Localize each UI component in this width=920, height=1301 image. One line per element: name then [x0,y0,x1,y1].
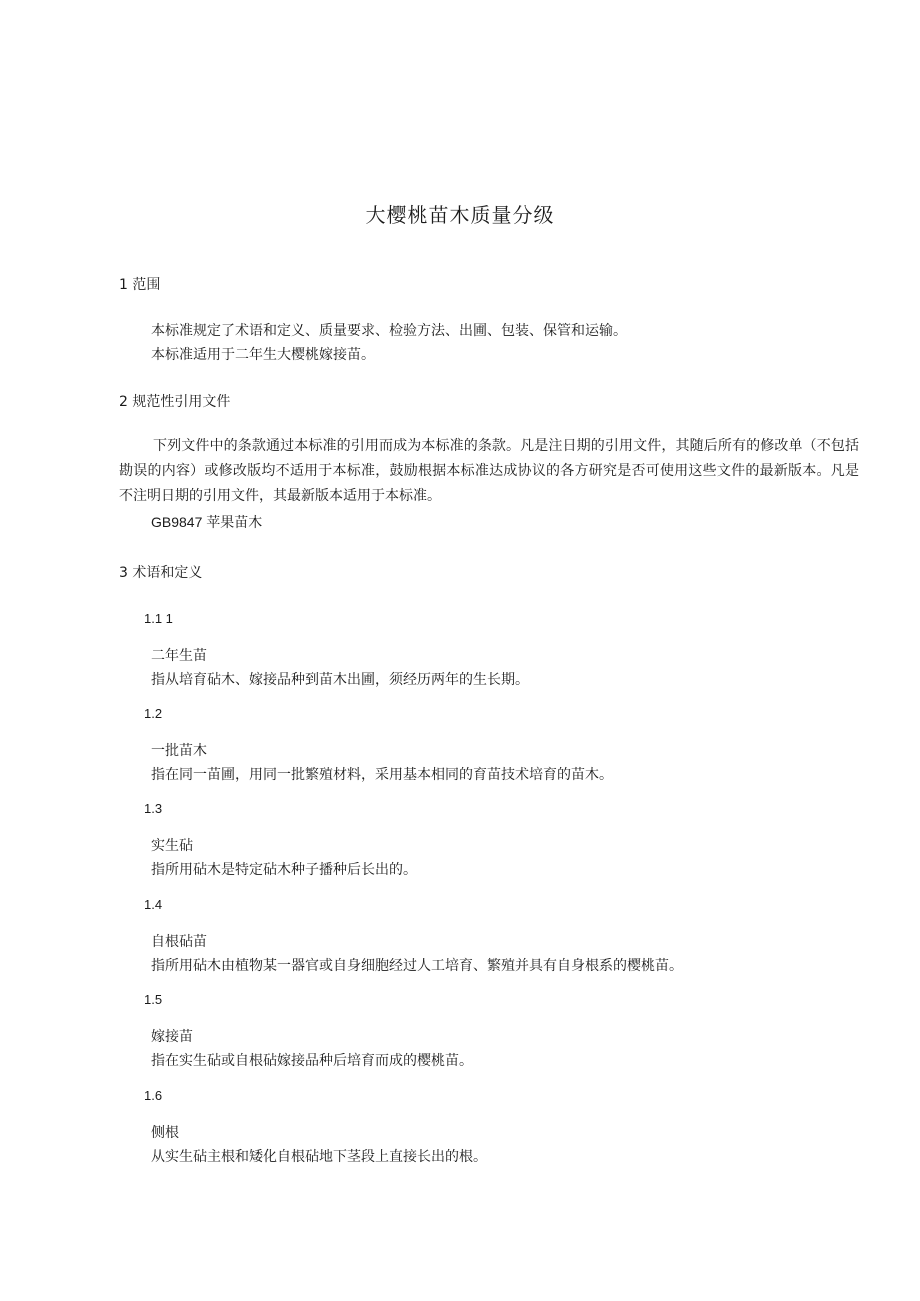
section-1-line-2: 本标准适用于二年生大樱桃嫁接苗。 [151,347,375,363]
term-number: 1.2 [144,706,163,721]
term-definition: 指所用砧木是特定砧木种子播种后长出的。 [151,862,417,878]
term-definition: 指在同一苗圃，用同一批繁殖材料，采用基本相同的育苗技术培育的苗木。 [151,767,613,783]
term-number: 1.1 1 [144,611,173,626]
term-title: 实生砧 [151,838,193,854]
document-title: 大樱桃苗木质量分级 [365,203,555,227]
term-number: 1.5 [144,992,163,1007]
term-number: 1.3 [144,801,163,816]
section-3-heading: 3 术语和定义 [119,565,203,581]
term-number: 1.4 [144,897,163,912]
term-title: 一批苗木 [151,743,207,759]
term-number: 1.6 [144,1088,163,1103]
term-title: 侧根 [151,1125,179,1141]
term-title: 自根砧苗 [151,934,207,950]
term-definition: 从实生砧主根和矮化自根砧地下茎段上直接长出的根。 [151,1149,487,1165]
section-1-line-1: 本标准规定了术语和定义、质量要求、检验方法、出圃、包装、保管和运输。 [151,323,627,339]
section-2-paragraph: 下列文件中的条款通过本标准的引用而成为本标准的条款。凡是注日期的引用文件，其随后所有的修改单（不包括勘误的内容）或修改版均不适用于本标准，鼓励根据本标准达成协议的各方研究是否可使用这些文件的最新版本。凡是不注明日期的引用文件，其最新版本适用于本标准。 [119,438,859,504]
reference-standard: GB9847 苹果苗木 [151,514,263,530]
term-title: 二年生苗 [151,648,207,664]
term-definition: 指在实生砧或自根砧嫁接品种后培育而成的樱桃苗。 [151,1053,473,1069]
term-definition: 指所用砧木由植物某一器官或自身细胞经过人工培育、繁殖并具有自身根系的樱桃苗。 [151,958,683,974]
section-1-heading: 1 范围 [119,277,161,293]
term-title: 嫁接苗 [151,1029,193,1045]
term-definition: 指从培育砧木、嫁接品种到苗木出圃，须经历两年的生长期。 [151,672,529,688]
section-2-heading: 2 规范性引用文件 [119,394,231,410]
